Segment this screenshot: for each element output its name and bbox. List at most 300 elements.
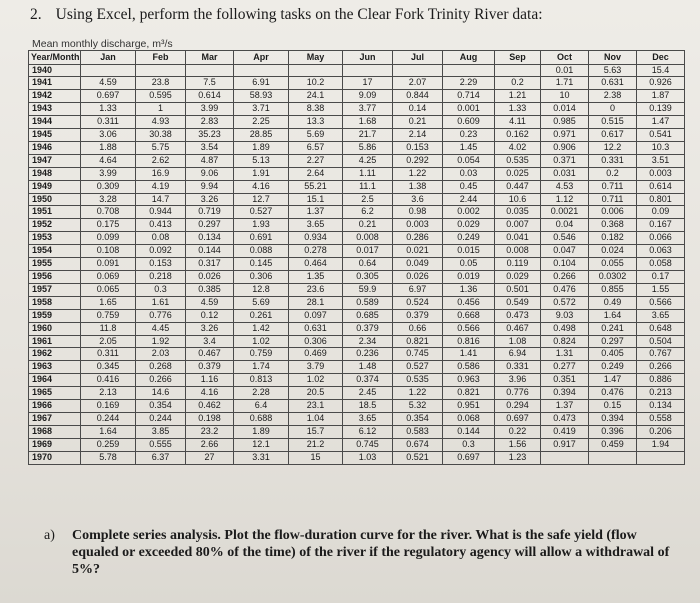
discharge-cell: 0.691: [234, 232, 289, 245]
discharge-cell: 3.65: [343, 412, 393, 425]
discharge-cell: 0.501: [495, 283, 541, 296]
discharge-cell: 2.62: [136, 154, 186, 167]
discharge-cell: 0.719: [186, 206, 234, 219]
discharge-cell: 0.091: [81, 258, 136, 271]
discharge-cell: 5.78: [81, 451, 136, 464]
discharge-cell: 5.32: [393, 400, 443, 413]
discharge-cell: 0.586: [443, 361, 495, 374]
discharge-cell: 2.03: [136, 348, 186, 361]
discharge-cell: 10.6: [495, 193, 541, 206]
discharge-cell: 2.07: [393, 77, 443, 90]
discharge-cell: 15.1: [289, 193, 343, 206]
year-cell: 1942: [29, 90, 81, 103]
discharge-cell: 0.23: [443, 129, 495, 142]
discharge-cell: [81, 64, 136, 77]
discharge-cell: 1.56: [495, 438, 541, 451]
discharge-cell: 0.213: [637, 387, 685, 400]
discharge-cell: 0.029: [443, 219, 495, 232]
table-row: [29, 412, 685, 425]
discharge-cell: [495, 64, 541, 77]
discharge-cell: 0.711: [589, 193, 637, 206]
discharge-cell: 15.7: [289, 425, 343, 438]
table-body: [29, 64, 685, 464]
discharge-cell: 9.06: [186, 167, 234, 180]
discharge-cell: 0.354: [136, 400, 186, 413]
discharge-cell: 0.566: [637, 296, 685, 309]
discharge-cell: 0.631: [589, 77, 637, 90]
discharge-cell: 0.236: [343, 348, 393, 361]
discharge-cell: 0.631: [289, 322, 343, 335]
discharge-cell: 0.3: [443, 438, 495, 451]
discharge-cell: 0.776: [136, 309, 186, 322]
discharge-cell: 0.944: [136, 206, 186, 219]
discharge-cell: 0.648: [637, 322, 685, 335]
discharge-cell: 0.134: [637, 400, 685, 413]
table-header-row: [29, 51, 685, 65]
discharge-cell: [541, 451, 589, 464]
discharge-cell: 1.87: [637, 90, 685, 103]
discharge-cell: 1.08: [495, 335, 541, 348]
table-row: [29, 103, 685, 116]
discharge-cell: 0.447: [495, 180, 541, 193]
discharge-cell: 0.394: [541, 387, 589, 400]
discharge-cell: 0.419: [541, 425, 589, 438]
discharge-cell: 0.182: [589, 232, 637, 245]
discharge-cell: [443, 64, 495, 77]
discharge-cell: 3.26: [186, 322, 234, 335]
discharge-cell: 10.2: [289, 77, 343, 90]
discharge-cell: 1.02: [234, 335, 289, 348]
discharge-cell: 0.266: [136, 374, 186, 387]
discharge-cell: 0.008: [495, 245, 541, 258]
discharge-cell: 12.8: [234, 283, 289, 296]
discharge-cell: 0.311: [81, 116, 136, 129]
task-heading: [30, 6, 670, 24]
year-cell: 1943: [29, 103, 81, 116]
discharge-cell: 1.22: [393, 167, 443, 180]
table-row: [29, 116, 685, 129]
table-row: [29, 451, 685, 464]
discharge-cell: 0.614: [637, 180, 685, 193]
discharge-cell: 0.697: [443, 451, 495, 464]
discharge-cell: 2.13: [81, 387, 136, 400]
discharge-cell: 21.7: [343, 129, 393, 142]
discharge-cell: 0.0021: [541, 206, 589, 219]
year-cell: 1969: [29, 438, 81, 451]
discharge-cell: 5.63: [589, 64, 637, 77]
discharge-cell: 0.306: [289, 335, 343, 348]
discharge-cell: 5.86: [343, 141, 393, 154]
discharge-cell: 9.03: [541, 309, 589, 322]
discharge-cell: 0.816: [443, 335, 495, 348]
discharge-cell: 1.35: [289, 271, 343, 284]
discharge-cell: 0.249: [443, 232, 495, 245]
discharge-cell: 4.02: [495, 141, 541, 154]
year-cell: 1949: [29, 180, 81, 193]
year-cell: 1951: [29, 206, 81, 219]
discharge-cell: 11.8: [81, 322, 136, 335]
discharge-cell: 1.47: [637, 116, 685, 129]
discharge-cell: 0.029: [495, 271, 541, 284]
discharge-cell: 0.108: [81, 245, 136, 258]
discharge-cell: 0.218: [136, 271, 186, 284]
discharge-cell: 2.25: [234, 116, 289, 129]
discharge-cell: 1.04: [289, 412, 343, 425]
discharge-cell: 1.48: [343, 361, 393, 374]
discharge-cell: 0.058: [637, 258, 685, 271]
discharge-cell: 0.589: [343, 296, 393, 309]
discharge-cell: 1.92: [136, 335, 186, 348]
discharge-cell: 3.31: [234, 451, 289, 464]
discharge-cell: 0.745: [393, 348, 443, 361]
discharge-cell: 2.64: [289, 167, 343, 180]
year-cell: 1954: [29, 245, 81, 258]
discharge-cell: 1.91: [234, 167, 289, 180]
discharge-cell: 0.21: [393, 116, 443, 129]
discharge-cell: 0.467: [495, 322, 541, 335]
discharge-cell: 1.64: [589, 309, 637, 322]
discharge-cell: 35.23: [186, 129, 234, 142]
discharge-cell: 23.1: [289, 400, 343, 413]
discharge-cell: 1.31: [541, 348, 589, 361]
table-row: [29, 64, 685, 77]
discharge-cell: 0.45: [443, 180, 495, 193]
discharge-cell: 0.286: [393, 232, 443, 245]
discharge-cell: 0.268: [136, 361, 186, 374]
discharge-cell: 0.985: [541, 116, 589, 129]
discharge-cell: 0.297: [589, 335, 637, 348]
discharge-cell: 0.0302: [589, 271, 637, 284]
discharge-cell: 9.09: [343, 90, 393, 103]
discharge-cell: 0.266: [541, 271, 589, 284]
discharge-cell: [186, 64, 234, 77]
table-row: [29, 258, 685, 271]
discharge-cell: 0.469: [289, 348, 343, 361]
discharge-cell: 23.2: [186, 425, 234, 438]
discharge-cell: 0.069: [81, 271, 136, 284]
discharge-cell: 0.097: [289, 309, 343, 322]
discharge-cell: 4.87: [186, 154, 234, 167]
discharge-cell: 0.297: [186, 219, 234, 232]
discharge-cell: 3.6: [393, 193, 443, 206]
table-row: [29, 129, 685, 142]
discharge-cell: 1.89: [234, 141, 289, 154]
discharge-cell: 0.2: [589, 167, 637, 180]
discharge-cell: 0.617: [589, 129, 637, 142]
discharge-cell: 2.05: [81, 335, 136, 348]
discharge-cell: 0.759: [81, 309, 136, 322]
discharge-cell: 1.02: [289, 374, 343, 387]
table-row: [29, 271, 685, 284]
discharge-cell: 30.38: [136, 129, 186, 142]
discharge-cell: 0.524: [393, 296, 443, 309]
task-number: 2.: [30, 6, 42, 23]
discharge-cell: 28.85: [234, 129, 289, 142]
discharge-cell: 0.844: [393, 90, 443, 103]
year-cell: 1962: [29, 348, 81, 361]
discharge-cell: 21.2: [289, 438, 343, 451]
discharge-cell: 0.371: [541, 154, 589, 167]
discharge-cell: 3.77: [343, 103, 393, 116]
discharge-cell: 0.886: [637, 374, 685, 387]
discharge-cell: 2.5: [343, 193, 393, 206]
year-cell: 1944: [29, 116, 81, 129]
discharge-cell: 8.38: [289, 103, 343, 116]
year-cell: 1947: [29, 154, 81, 167]
year-cell: 1940: [29, 64, 81, 77]
discharge-cell: 0.951: [443, 400, 495, 413]
header-month: Apr: [234, 51, 289, 65]
discharge-cell: 0.374: [343, 374, 393, 387]
discharge-cell: 1.71: [541, 77, 589, 90]
discharge-cell: 6.91: [234, 77, 289, 90]
discharge-cell: 3.79: [289, 361, 343, 374]
discharge-cell: 0.09: [637, 206, 685, 219]
discharge-cell: 0.379: [186, 361, 234, 374]
discharge-cell: 0.416: [81, 374, 136, 387]
discharge-cell: 9.94: [186, 180, 234, 193]
discharge-cell: 4.59: [186, 296, 234, 309]
discharge-cell: 0.317: [186, 258, 234, 271]
discharge-cell: 0.14: [393, 103, 443, 116]
discharge-cell: 0.054: [443, 154, 495, 167]
question-text: Complete series analysis. Plot the flow-duration curve for the river. What is the safe yield (flow equaled or exceeded 80% of the time) of the river if the regulatory agency will allow a withdrawal of 5%?: [72, 528, 670, 577]
discharge-cell: 0.014: [541, 103, 589, 116]
table-row: [29, 77, 685, 90]
discharge-cell: 4.53: [541, 180, 589, 193]
header-month: Dec: [637, 51, 685, 65]
discharge-cell: 6.12: [343, 425, 393, 438]
discharge-cell: 0.001: [443, 103, 495, 116]
table-row: [29, 335, 685, 348]
year-cell: 1966: [29, 400, 81, 413]
discharge-cell: 1.37: [289, 206, 343, 219]
discharge-cell: 0.278: [289, 245, 343, 258]
discharge-cell: 0.595: [136, 90, 186, 103]
discharge-cell: 14.6: [136, 387, 186, 400]
discharge-cell: 3.65: [289, 219, 343, 232]
discharge-cell: 1: [136, 103, 186, 116]
discharge-cell: 0.535: [495, 154, 541, 167]
discharge-cell: 0.379: [343, 322, 393, 335]
year-cell: 1952: [29, 219, 81, 232]
header-month: Jan: [81, 51, 136, 65]
discharge-cell: 0.379: [393, 309, 443, 322]
discharge-cell: 2.45: [343, 387, 393, 400]
discharge-cell: 0.555: [136, 438, 186, 451]
discharge-cell: 1.41: [443, 348, 495, 361]
discharge-cell: 0.309: [81, 180, 136, 193]
discharge-cell: 55.21: [289, 180, 343, 193]
question-label: a): [44, 528, 55, 543]
year-cell: 1955: [29, 258, 81, 271]
table-row: [29, 374, 685, 387]
discharge-cell: 0.08: [136, 232, 186, 245]
discharge-cell: 1.65: [81, 296, 136, 309]
discharge-cell: 0.345: [81, 361, 136, 374]
discharge-cell: 0.963: [443, 374, 495, 387]
table-row: [29, 141, 685, 154]
discharge-cell: 1.93: [234, 219, 289, 232]
discharge-cell: 0.521: [393, 451, 443, 464]
discharge-cell: 1.94: [637, 438, 685, 451]
discharge-cell: 11.1: [343, 180, 393, 193]
discharge-table-container: [28, 50, 684, 465]
discharge-cell: 0.294: [495, 400, 541, 413]
discharge-cell: 0.099: [81, 232, 136, 245]
discharge-cell: 0.104: [541, 258, 589, 271]
discharge-cell: 0.068: [443, 412, 495, 425]
discharge-cell: 23.6: [289, 283, 343, 296]
table-row: [29, 245, 685, 258]
discharge-cell: 4.64: [81, 154, 136, 167]
year-cell: 1968: [29, 425, 81, 438]
discharge-cell: [234, 64, 289, 77]
discharge-cell: 0.614: [186, 90, 234, 103]
discharge-cell: 0.535: [393, 374, 443, 387]
discharge-cell: 0.459: [589, 438, 637, 451]
discharge-cell: 0.049: [393, 258, 443, 271]
discharge-cell: 15: [289, 451, 343, 464]
discharge-cell: 0.697: [495, 412, 541, 425]
discharge-cell: 3.65: [637, 309, 685, 322]
discharge-cell: 4.11: [495, 116, 541, 129]
discharge-cell: 0.008: [343, 232, 393, 245]
discharge-cell: 0.515: [589, 116, 637, 129]
discharge-cell: 0.821: [443, 387, 495, 400]
table-row: [29, 348, 685, 361]
discharge-cell: [589, 451, 637, 464]
discharge-cell: 0.153: [393, 141, 443, 154]
discharge-cell: 0.926: [637, 77, 685, 90]
discharge-cell: 0.21: [343, 219, 393, 232]
discharge-cell: 4.59: [81, 77, 136, 90]
year-cell: 1960: [29, 322, 81, 335]
discharge-cell: 0.476: [589, 387, 637, 400]
discharge-cell: 0.906: [541, 141, 589, 154]
discharge-cell: 0.456: [443, 296, 495, 309]
table-row: [29, 296, 685, 309]
discharge-cell: 0.206: [637, 425, 685, 438]
discharge-cell: 0.541: [637, 129, 685, 142]
discharge-cell: 2.66: [186, 438, 234, 451]
discharge-cell: 0.063: [637, 245, 685, 258]
discharge-cell: 0.119: [495, 258, 541, 271]
discharge-cell: 0.396: [589, 425, 637, 438]
discharge-cell: 0: [589, 103, 637, 116]
discharge-cell: 0.566: [443, 322, 495, 335]
discharge-cell: 1.88: [81, 141, 136, 154]
discharge-cell: 0.12: [186, 309, 234, 322]
discharge-cell: 0.292: [393, 154, 443, 167]
discharge-cell: 0.759: [234, 348, 289, 361]
header-month: Feb: [136, 51, 186, 65]
table-row: [29, 167, 685, 180]
discharge-cell: 3.51: [637, 154, 685, 167]
table-row: [29, 387, 685, 400]
year-cell: 1956: [29, 271, 81, 284]
discharge-cell: 0.041: [495, 232, 541, 245]
discharge-cell: 2.27: [289, 154, 343, 167]
discharge-cell: 0.527: [234, 206, 289, 219]
discharge-cell: 3.06: [81, 129, 136, 142]
table-row: [29, 206, 685, 219]
discharge-cell: 0.026: [186, 271, 234, 284]
discharge-cell: 0.368: [589, 219, 637, 232]
discharge-cell: 0.169: [81, 400, 136, 413]
header-month: Jun: [343, 51, 393, 65]
discharge-cell: 0.055: [589, 258, 637, 271]
discharge-cell: 4.25: [343, 154, 393, 167]
year-cell: 1941: [29, 77, 81, 90]
year-cell: 1948: [29, 167, 81, 180]
table-row: [29, 154, 685, 167]
discharge-cell: 0.674: [393, 438, 443, 451]
discharge-cell: 0.464: [289, 258, 343, 271]
discharge-cell: 1.74: [234, 361, 289, 374]
discharge-cell: 0.035: [495, 206, 541, 219]
discharge-cell: 0.025: [495, 167, 541, 180]
discharge-cell: 0.668: [443, 309, 495, 322]
year-cell: 1953: [29, 232, 81, 245]
discharge-cell: 0.767: [637, 348, 685, 361]
discharge-cell: 6.37: [136, 451, 186, 464]
discharge-cell: 4.45: [136, 322, 186, 335]
discharge-cell: 0.413: [136, 219, 186, 232]
discharge-cell: 0.331: [589, 154, 637, 167]
discharge-cell: 0.708: [81, 206, 136, 219]
discharge-cell: 0.855: [589, 283, 637, 296]
discharge-cell: 13.3: [289, 116, 343, 129]
table-row: [29, 438, 685, 451]
discharge-cell: 3.99: [81, 167, 136, 180]
discharge-cell: 0.144: [186, 245, 234, 258]
discharge-cell: 1.89: [234, 425, 289, 438]
discharge-cell: 0.006: [589, 206, 637, 219]
discharge-cell: 0.801: [637, 193, 685, 206]
year-cell: 1970: [29, 451, 81, 464]
task-heading-text: Using Excel, perform the following tasks on the Clear Fork Trinity River data:: [55, 6, 543, 23]
discharge-cell: 24.1: [289, 90, 343, 103]
table-row: [29, 90, 685, 103]
discharge-cell: 0.98: [393, 206, 443, 219]
discharge-cell: 0.821: [393, 335, 443, 348]
discharge-cell: 1.45: [443, 141, 495, 154]
discharge-cell: 3.71: [234, 103, 289, 116]
discharge-cell: 1.23: [495, 451, 541, 464]
table-caption: Mean monthly discharge, m³/s: [32, 38, 173, 50]
discharge-cell: 10: [541, 90, 589, 103]
year-cell: 1965: [29, 387, 81, 400]
discharge-cell: 3.99: [186, 103, 234, 116]
header-year-month: Year/Month: [29, 51, 81, 65]
year-cell: 1963: [29, 361, 81, 374]
discharge-cell: 0.167: [637, 219, 685, 232]
table-row: [29, 322, 685, 335]
discharge-cell: 0.473: [541, 412, 589, 425]
discharge-cell: 16.9: [136, 167, 186, 180]
discharge-cell: 6.2: [343, 206, 393, 219]
discharge-cell: 2.34: [343, 335, 393, 348]
discharge-cell: 0.139: [637, 103, 685, 116]
discharge-cell: 0.007: [495, 219, 541, 232]
discharge-cell: 1.68: [343, 116, 393, 129]
discharge-cell: 4.19: [136, 180, 186, 193]
discharge-cell: 0.198: [186, 412, 234, 425]
discharge-cell: 0.476: [541, 283, 589, 296]
discharge-cell: 1.37: [541, 400, 589, 413]
table-row: [29, 309, 685, 322]
